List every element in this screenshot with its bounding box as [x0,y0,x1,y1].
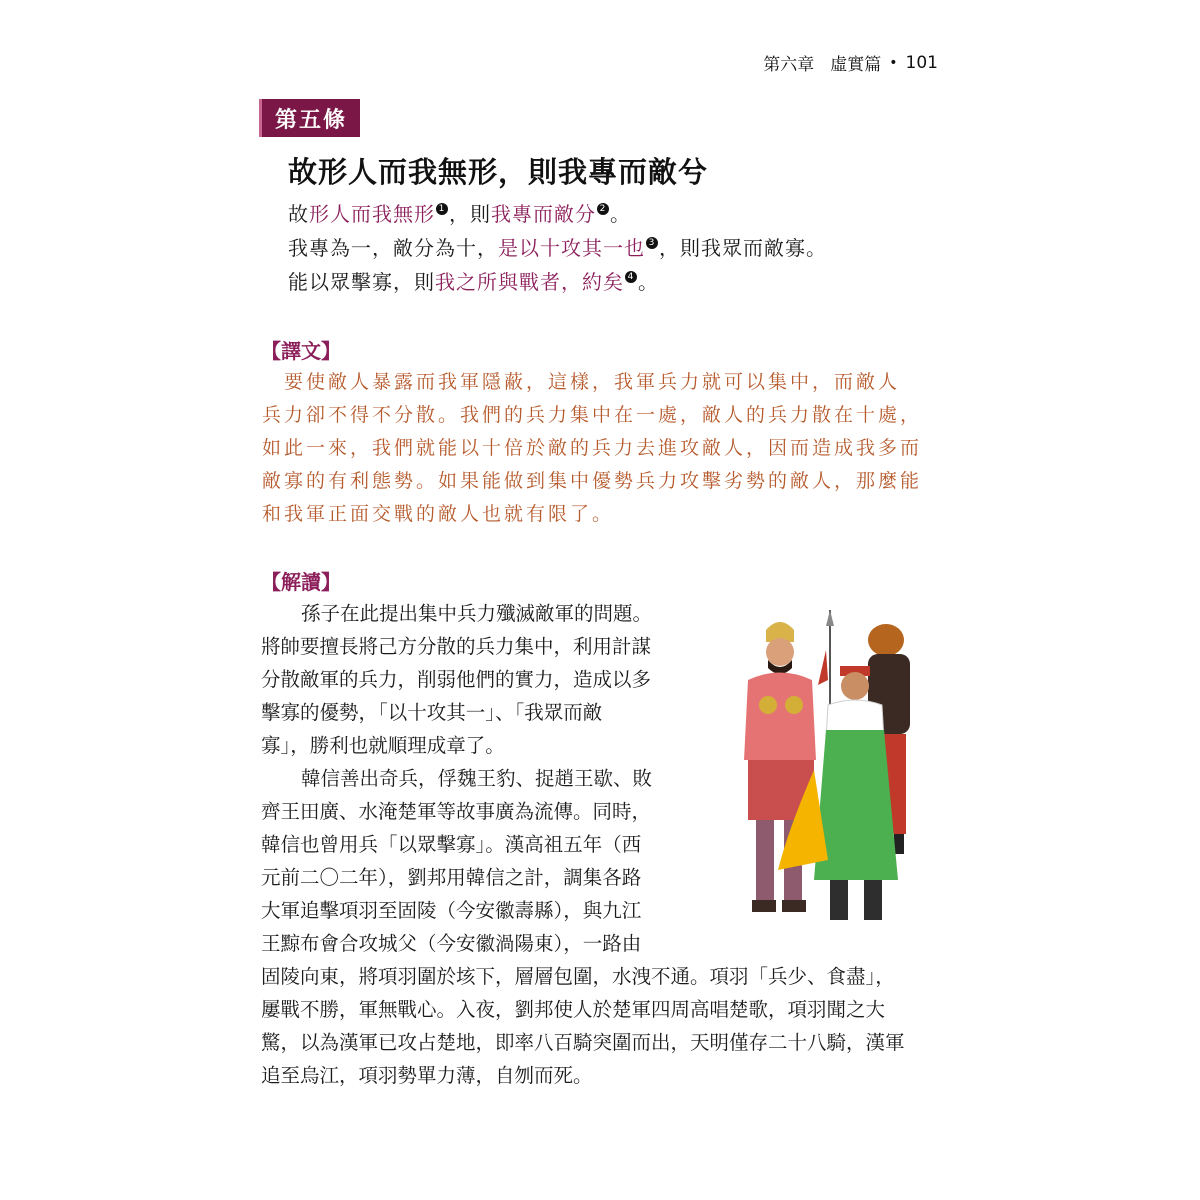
separator-dot: • [889,54,898,71]
interpretation-line: 孫子在此提出集中兵力殲滅敵軍的問題。 [301,602,653,625]
interpretation-line: 將帥要擅長將己方分散的兵力集中，利用計謀 [261,635,652,658]
interpretation-heading: 【解讀】 [261,570,341,594]
translation-text [262,366,942,531]
interpretation-line: 擊寡的優勢，「以十攻其一」、「我眾而敵 [261,701,603,724]
interpretation-line: 驚，以為漢軍已攻占楚地，即率八百騎突圍而出，天明僅存二十八騎，漢軍 [261,1031,905,1054]
text-segment: 能以眾擊寡，則 [288,270,435,294]
interpretation-line: 寡」，勝利也就順理成章了。 [261,734,505,757]
text-segment: ，則 [449,202,491,226]
footnote-marker: 2 [597,203,609,215]
text-segment: 故 [288,202,309,226]
highlighted-phrase: 我專而敵分 [491,202,596,226]
footnote-marker: 3 [646,237,658,249]
chapter-label: 第六章 [763,55,815,75]
article-title: 故形人而我無形，則我專而敵兮 [288,155,709,189]
interpretation-line: 追至烏江，項羽勢單力薄，自刎而死。 [261,1064,593,1087]
footnote-marker: 4 [625,271,637,283]
text-segment: 我專為一，敵分為十， [288,236,498,260]
highlighted-phrase: 是以十攻其一也 [498,236,645,260]
highlighted-phrase: 形人而我無形 [309,202,435,226]
interpretation-line: 屢戰不勝，軍無戰心。入夜，劉邦使人於楚軍四周高唱楚歌，項羽聞之大 [261,998,886,1021]
interpretation-line: 固陵向東，將項羽圍於垓下，層層包圍，水洩不通。項羽「兵少、食盡」， [261,965,895,988]
original-line [288,197,827,231]
text-segment: 。 [638,270,659,294]
section-name: 虛實篇 [830,55,882,75]
translation-line: 兵力卻不得不分散。我們的兵力集中在一處，敵人的兵力散在十處， [262,404,923,426]
highlighted-phrase: 我之所與戰者，約矣 [435,270,624,294]
translation-line: 敵寡的有利態勢。如果能做到集中優勢兵力攻擊劣勢的敵人，那麼能 [262,470,923,492]
warriors-illustration [718,610,948,940]
translation-line: 和我軍正面交戰的敵人也就有限了。 [262,503,615,525]
interpretation-line: 大軍追擊項羽至固陵（今安徽壽縣），與九江 [261,899,642,922]
text-segment: ，則我眾而敵寡。 [659,236,827,260]
section-label-badge: 第五條 [259,99,360,137]
translation-heading: 【譯文】 [261,339,341,363]
interpretation-line: 分散敵軍的兵力，削弱他們的實力，造成以多 [261,668,652,691]
running-header [763,50,938,75]
translation-line: 要使敵人暴露而我軍隱蔽，這樣，我軍兵力就可以集中，而敵人 [262,371,901,393]
footnote-marker: 1 [436,203,448,215]
interpretation-line: 韓信善出奇兵，俘魏王豹、捉趙王歇、敗 [301,767,653,790]
text-segment: 。 [610,202,631,226]
original-line [288,231,827,265]
original-line [288,265,827,299]
translation-line: 如此一來，我們就能以十倍於敵的兵力去進攻敵人，因而造成我多而 [262,437,923,459]
page-number: 101 [905,52,938,73]
interpretation-line: 齊王田廣、水淹楚軍等故事廣為流傳。同時， [261,800,652,823]
interpretation-line: 韓信也曾用兵「以眾擊寡」。漢高祖五年（西 [261,833,642,856]
interpretation-line: 元前二〇二年），劉邦用韓信之計，調集各路 [261,866,642,889]
interpretation-line: 王黥布會合攻城父（今安徽渦陽東），一路由 [261,932,642,955]
original-text [288,197,827,299]
